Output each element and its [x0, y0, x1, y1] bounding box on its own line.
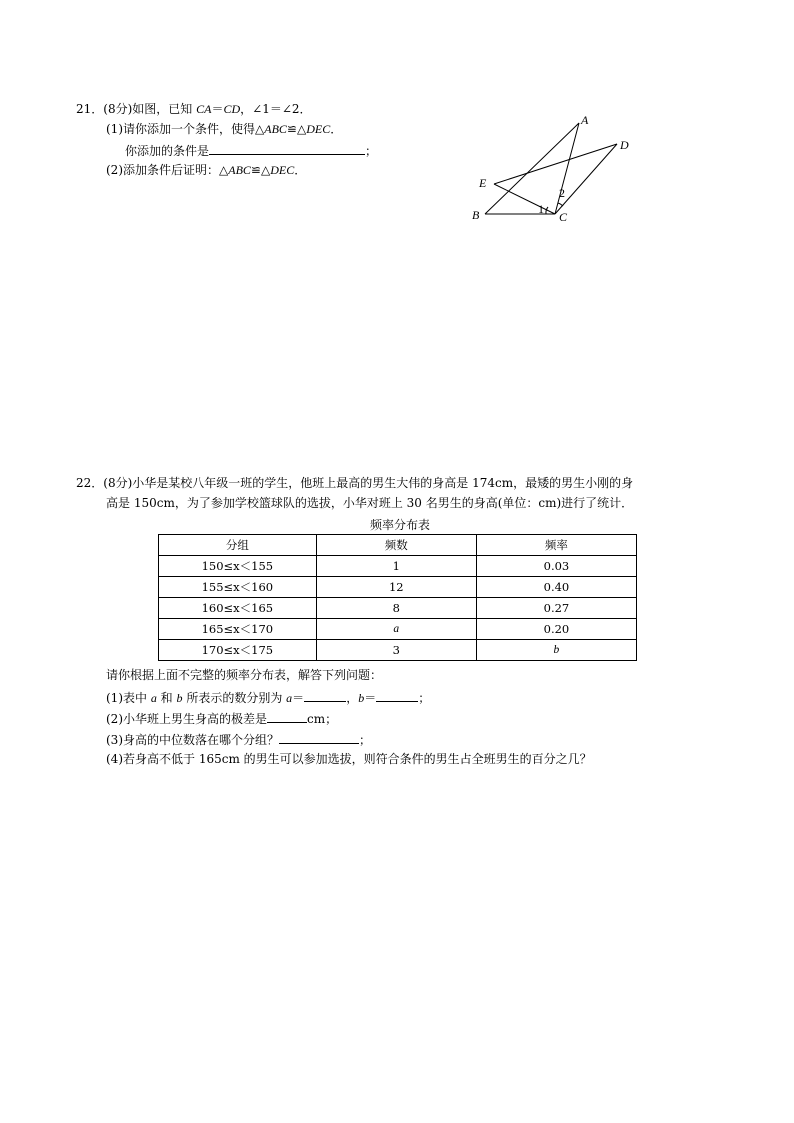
- label-B: B: [472, 208, 480, 222]
- cell-group: 150≤x＜155: [159, 556, 317, 577]
- q21-answer-blank[interactable]: [209, 142, 365, 155]
- s3-text: (3)身高的中位数落在哪个分组？: [106, 733, 279, 747]
- q21-number: 21．: [76, 102, 104, 116]
- s1-a2: a: [286, 691, 293, 705]
- q21-part2: [106, 162, 306, 178]
- range-answer-blank[interactable]: [267, 710, 307, 723]
- table-row: [159, 556, 637, 577]
- cell-count: 12: [316, 577, 476, 598]
- s2-unit: cm；: [307, 712, 338, 726]
- q21-stem: [76, 101, 312, 117]
- q21-p2-tri1: ABC: [228, 163, 251, 177]
- q21-p1-cong: ≌△: [286, 122, 307, 136]
- median-answer-blank[interactable]: [279, 731, 359, 744]
- s1-eq1: ＝: [292, 691, 305, 705]
- s1-mid: 所表示的数分别为: [186, 691, 283, 705]
- q21-score: (8分): [103, 102, 133, 116]
- label-A: A: [581, 113, 589, 127]
- cell-group: 160≤x＜165: [159, 598, 317, 619]
- table-row: [159, 619, 637, 640]
- q21-p1-blank-label: 你添加的条件是: [125, 144, 210, 158]
- cell-freq: 0.27: [476, 598, 636, 619]
- s2-text: (2)小华班上男生身高的极差是: [106, 712, 267, 726]
- q22-sub4: (4)若身高不低于 165cm 的男生可以参加选拔，则符合条件的男生占全班男生的百分之几？: [106, 752, 592, 766]
- q21-cond-a: CA: [196, 102, 212, 116]
- q21-p2-cong: ≌△: [250, 163, 271, 177]
- q22-instruction: 请你根据上面不完整的频率分布表，解答下列问题：: [106, 668, 383, 682]
- cell-count: 1: [316, 556, 476, 577]
- q21-p1-tri2: DEC: [306, 122, 331, 136]
- q21-geometry-figure: [460, 105, 640, 230]
- label-E: E: [479, 176, 487, 190]
- q22-line1: (8分)小华是某校八年级一班的学生，他班上最高的男生大伟的身高是 174cm，最矮的男生小刚的身: [103, 476, 634, 490]
- header-freq: 频率: [476, 535, 636, 556]
- q21-cond-eq: ＝: [211, 102, 224, 116]
- angle2-arc: [558, 203, 563, 206]
- q21-p1-blank-end: ；: [365, 144, 378, 158]
- s1-prefix: (1)表中: [106, 691, 147, 705]
- q21-p2-end: ．: [294, 163, 307, 177]
- s1-var-b: b: [176, 691, 183, 705]
- cell-group: 165≤x＜170: [159, 619, 317, 640]
- s1-comma: ，: [346, 691, 359, 705]
- q21-p1-end: ．: [330, 122, 343, 136]
- table-row: [159, 598, 637, 619]
- segment-ED: [494, 144, 617, 184]
- cell-count: 8: [316, 598, 476, 619]
- cell-count: 3: [316, 640, 476, 661]
- cell-freq: 0.03: [476, 556, 636, 577]
- cell-group: 170≤x＜175: [159, 640, 317, 661]
- q22-sub3: [106, 731, 371, 748]
- a-answer-blank[interactable]: [304, 689, 346, 702]
- q22-line2: 高是 150cm，为了参加学校篮球队的选拔，小华对班上 30 名男生的身高(单位：cm)进行了统计．: [106, 496, 634, 510]
- cell-freq: 0.40: [476, 577, 636, 598]
- q21-p2-text: (2)添加条件后证明：△: [106, 163, 229, 177]
- label-angle2: 2: [559, 186, 565, 200]
- label-D: D: [620, 138, 629, 152]
- cell-freq: b: [476, 640, 636, 661]
- q21-cond-angles: ，∠1＝∠2．: [240, 102, 312, 116]
- label-C: C: [559, 210, 568, 224]
- q21-p2-tri2: DEC: [270, 163, 295, 177]
- segment-BA: [485, 123, 579, 214]
- header-group: 分组: [159, 535, 317, 556]
- header-count: 频数: [316, 535, 476, 556]
- q21-p1-text: (1)请你添加一个条件，使得△: [106, 122, 265, 136]
- frequency-table: [158, 534, 637, 661]
- s1-eq2: ＝: [364, 691, 377, 705]
- cell-freq: 0.20: [476, 619, 636, 640]
- s1-end: ；: [418, 691, 431, 705]
- s1-and: 和: [160, 691, 173, 705]
- table-title: 频率分布表: [369, 518, 430, 532]
- table-header-row: [159, 535, 637, 556]
- q21-p1-tri1: ABC: [264, 122, 287, 136]
- q22-stem-line2: [106, 495, 633, 511]
- q21-cond-b: CD: [223, 102, 241, 116]
- b-answer-blank[interactable]: [376, 689, 418, 702]
- q22-stem-line1: [76, 475, 633, 491]
- q22-number: 22．: [76, 476, 104, 490]
- label-angle1: 1: [538, 202, 544, 216]
- q22-sub1: [106, 689, 430, 706]
- cell-group: 155≤x＜160: [159, 577, 317, 598]
- cell-count: a: [316, 619, 476, 640]
- segment-EC: [494, 184, 555, 214]
- q22-sub2: [106, 710, 337, 727]
- q21-intro: 如图，已知: [132, 102, 193, 116]
- s1-var-a: a: [150, 691, 157, 705]
- q21-part1-answer: [125, 142, 377, 159]
- table-row: [159, 577, 637, 598]
- s3-end: ；: [359, 733, 372, 747]
- table-row: [159, 640, 637, 661]
- q21-part1: [106, 121, 342, 137]
- s1-b2: b: [358, 691, 365, 705]
